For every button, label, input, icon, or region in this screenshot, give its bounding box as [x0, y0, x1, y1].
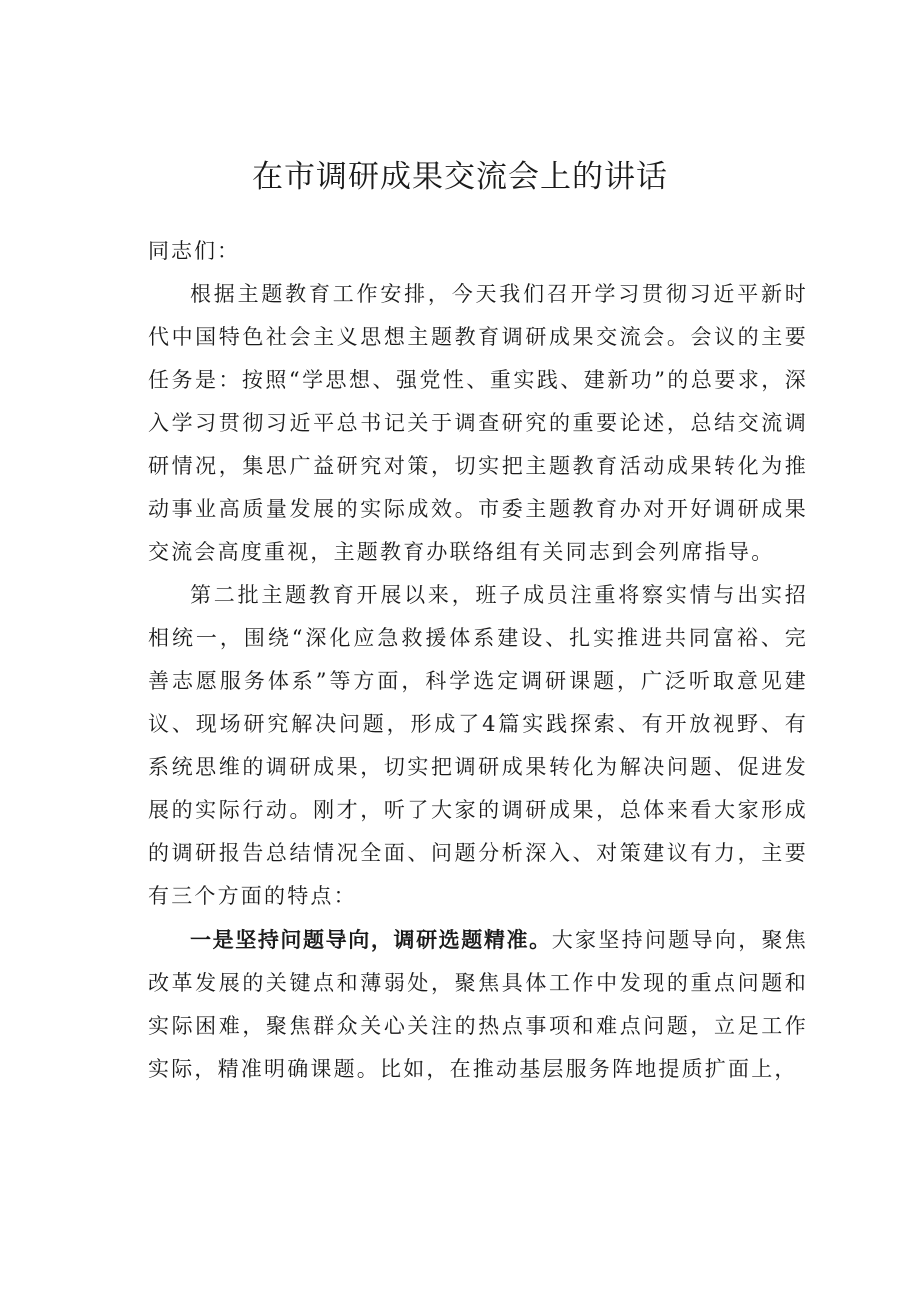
document-title: 在市调研成果交流会上的讲话 [252, 159, 668, 195]
paragraph-research-overview [148, 574, 808, 918]
paragraph-meeting-purpose [148, 273, 808, 574]
paragraph-text: 第二批主题教育开展以来，班子成员注重将察实情与出实招相统一，围绕“深化应急救援体系建设、扎实推进共同富裕、完善志愿服务体系”等方面，科学选定调研课题，广泛听取意见建议、现场研究解决问题，形成了4篇实践探索、有开放视野、有系统思维的调研成果，切实把调研成果转化为解决问题、促进发展的实际行动。刚才，听了大家的调研成果，总体来看大家形成的调研报告总结情况全面、问题分析深入、对策建议有力，主要有三个方面的特点： [148, 583, 808, 908]
salutation: 同志们： [148, 239, 240, 263]
paragraph-feature-one [148, 918, 808, 1091]
document-body [148, 230, 808, 1091]
paragraph-text: 根据主题教育工作安排，今天我们召开学习贯彻习近平新时代中国特色社会主义思想主题教育调研成果交流会。会议的主要任务是：按照“学思想、强党性、重实践、建新功”的总要求，深入学习贯彻习近平总书记关于调查研究的重要论述，总结交流调研情况，集思广益研究对策，切实把主题教育活动成果转化为推动事业高质量发展的实际成效。市委主题教育办对开好调研成果交流会高度重视，主题教育办联络组有关同志到会列席指导。 [148, 282, 808, 564]
paragraph-lead-heading: 一是坚持问题导向，调研选题精准。 [190, 927, 552, 952]
paragraph-text: 大家坚持问题导向，聚焦改革发展的关键点和薄弱处，聚焦具体工作中发现的重点问题和实际困难，聚焦群众关心关注的热点事项和难点问题，立足工作实际，精准明确课题。比如，在推动基层服务阵地提质扩面上， [148, 928, 809, 1081]
